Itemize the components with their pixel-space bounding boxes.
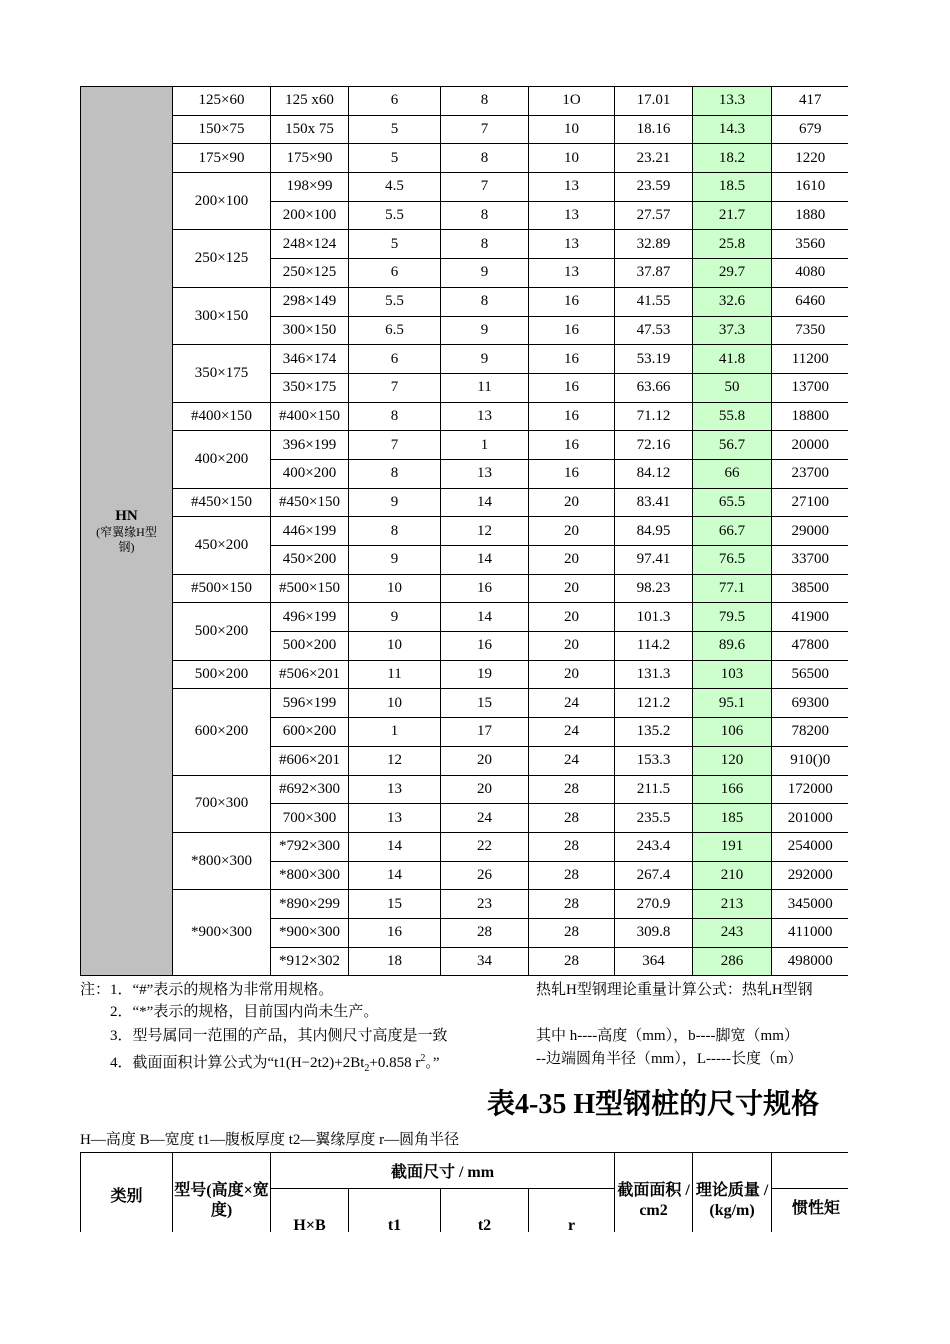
inertia-cell: 78200	[772, 718, 849, 747]
area-cell: 32.89	[615, 230, 693, 259]
area-cell: 84.95	[615, 517, 693, 546]
t2-cell: 14	[441, 603, 529, 632]
table-row	[81, 832, 849, 861]
area-cell: 27.57	[615, 201, 693, 230]
inertia-cell: 254000	[772, 832, 849, 861]
mass-cell: 18.5	[693, 173, 772, 202]
area-cell: 243.4	[615, 832, 693, 861]
hb-cell: 396×199	[271, 431, 349, 460]
t1-cell: 15	[349, 890, 441, 919]
t2-cell: 13	[441, 459, 529, 488]
t2-cell: 28	[441, 918, 529, 947]
mass-cell: 166	[693, 775, 772, 804]
t1-cell: 9	[349, 603, 441, 632]
header-hb: H×B	[271, 1189, 349, 1233]
model-cell: 250×125	[173, 230, 271, 287]
inertia-cell: 417	[772, 87, 849, 116]
r-cell: 16	[529, 402, 615, 431]
h-beam-spec-table	[80, 86, 848, 976]
mass-cell: 13.3	[693, 87, 772, 116]
inertia-cell: 292000	[772, 861, 849, 890]
note-2: 2．“*”表示的规格，目前国内尚未生产。	[110, 1004, 379, 1020]
inertia-cell: 201000	[772, 804, 849, 833]
hb-cell: 400×200	[271, 459, 349, 488]
area-cell: 235.5	[615, 804, 693, 833]
t1-cell: 13	[349, 804, 441, 833]
t2-cell: 20	[441, 775, 529, 804]
inertia-cell: 4080	[772, 259, 849, 288]
t2-cell: 13	[441, 402, 529, 431]
area-cell: 131.3	[615, 660, 693, 689]
t2-cell: 17	[441, 718, 529, 747]
t2-cell: 23	[441, 890, 529, 919]
t1-cell: 5.5	[349, 287, 441, 316]
hb-cell: 150x 75	[271, 115, 349, 144]
hb-cell: #606×201	[271, 746, 349, 775]
mass-cell: 56.7	[693, 431, 772, 460]
model-cell: 500×200	[173, 660, 271, 689]
t2-cell: 9	[441, 316, 529, 345]
inertia-cell: 1220	[772, 144, 849, 173]
area-cell: 84.12	[615, 459, 693, 488]
t2-cell: 24	[441, 804, 529, 833]
header-t2: t2	[441, 1189, 529, 1233]
table-row	[81, 115, 849, 144]
t2-cell: 8	[441, 201, 529, 230]
model-cell: 300×150	[173, 287, 271, 344]
mass-cell: 243	[693, 918, 772, 947]
t1-cell: 10	[349, 574, 441, 603]
t1-cell: 16	[349, 918, 441, 947]
area-cell: 37.87	[615, 259, 693, 288]
mass-cell: 41.8	[693, 345, 772, 374]
hb-cell: 600×200	[271, 718, 349, 747]
inertia-cell: 33700	[772, 546, 849, 575]
area-cell: 23.21	[615, 144, 693, 173]
mass-cell: 210	[693, 861, 772, 890]
t2-cell: 34	[441, 947, 529, 976]
t2-cell: 7	[441, 115, 529, 144]
hb-cell: 350×175	[271, 373, 349, 402]
weight-formula-note: 热轧H型钢理论重量计算公式：热轧H型钢	[536, 982, 813, 998]
area-cell: 17.01	[615, 87, 693, 116]
model-cell: 600×200	[173, 689, 271, 775]
mass-cell: 14.3	[693, 115, 772, 144]
note-4: 4．截面面积计算公式为“$t1(H-2t2)+2Bt_2+0.858$ $r^2$。”	[110, 1053, 440, 1072]
t1-cell: 5.5	[349, 201, 441, 230]
mass-cell: 55.8	[693, 402, 772, 431]
hb-cell: *890×299	[271, 890, 349, 919]
r-cell: 16	[529, 373, 615, 402]
t2-cell: 12	[441, 517, 529, 546]
model-cell: 150×75	[173, 115, 271, 144]
mass-cell: 79.5	[693, 603, 772, 632]
hb-cell: #400×150	[271, 402, 349, 431]
inertia-cell: 3560	[772, 230, 849, 259]
t1-cell: 11	[349, 660, 441, 689]
table-row	[81, 574, 849, 603]
symbol-legend: H—高度 B—宽度 t1—腹板厚度 t2—翼缘厚度 r—圆角半径	[80, 1132, 460, 1148]
table-row	[81, 660, 849, 689]
t1-cell: 13	[349, 775, 441, 804]
header-r: r	[529, 1189, 615, 1233]
hb-cell: 200×100	[271, 201, 349, 230]
area-cell: 23.59	[615, 173, 693, 202]
area-cell: 71.12	[615, 402, 693, 431]
inertia-cell: 13700	[772, 373, 849, 402]
header-model: 型号(高度×宽度)	[173, 1153, 271, 1233]
mass-cell: 21.7	[693, 201, 772, 230]
r-cell: 20	[529, 517, 615, 546]
t1-cell: 5	[349, 115, 441, 144]
t2-cell: 22	[441, 832, 529, 861]
notes-prefix: 注：	[80, 982, 111, 998]
spec-table-wrapper	[80, 86, 848, 976]
area-cell: 267.4	[615, 861, 693, 890]
symbol-note-2: --边端圆角半径（mm），L-----长度（m）	[536, 1051, 803, 1067]
inertia-cell: 69300	[772, 689, 849, 718]
mass-cell: 66.7	[693, 517, 772, 546]
area-cell: 63.66	[615, 373, 693, 402]
inertia-cell: 7350	[772, 316, 849, 345]
hb-cell: 248×124	[271, 230, 349, 259]
inertia-cell: 11200	[772, 345, 849, 374]
area-cell: 47.53	[615, 316, 693, 345]
area-cell: 98.23	[615, 574, 693, 603]
inertia-cell: 23700	[772, 459, 849, 488]
hb-cell: 446×199	[271, 517, 349, 546]
area-cell: 18.16	[615, 115, 693, 144]
r-cell: 24	[529, 746, 615, 775]
mass-cell: 103	[693, 660, 772, 689]
r-cell: 28	[529, 918, 615, 947]
area-cell: 309.8	[615, 918, 693, 947]
t2-cell: 11	[441, 373, 529, 402]
inertia-cell: 38500	[772, 574, 849, 603]
inertia-cell: 29000	[772, 517, 849, 546]
table-row	[81, 890, 849, 919]
t2-cell: 8	[441, 144, 529, 173]
t2-cell: 8	[441, 87, 529, 116]
table-row	[81, 287, 849, 316]
r-cell: 16	[529, 459, 615, 488]
table-row	[81, 402, 849, 431]
header-inertia: 惯性矩	[772, 1189, 848, 1233]
t1-cell: 9	[349, 488, 441, 517]
mass-cell: 95.1	[693, 689, 772, 718]
t1-cell: 7	[349, 431, 441, 460]
hb-cell: #450×150	[271, 488, 349, 517]
hb-cell: *800×300	[271, 861, 349, 890]
category-cell	[81, 87, 173, 976]
r-cell: 20	[529, 574, 615, 603]
r-cell: 13	[529, 173, 615, 202]
model-cell: #500×150	[173, 574, 271, 603]
inertia-cell: 345000	[772, 890, 849, 919]
mass-cell: 65.5	[693, 488, 772, 517]
t1-cell: 6.5	[349, 316, 441, 345]
inertia-cell: 172000	[772, 775, 849, 804]
mass-cell: 18.2	[693, 144, 772, 173]
r-cell: 16	[529, 287, 615, 316]
hb-cell: 500×200	[271, 632, 349, 661]
area-cell: 270.9	[615, 890, 693, 919]
model-cell: #450×150	[173, 488, 271, 517]
t1-cell: 14	[349, 861, 441, 890]
inertia-cell: 6460	[772, 287, 849, 316]
t2-cell: 15	[441, 689, 529, 718]
table-row	[81, 689, 849, 718]
t2-cell: 9	[441, 259, 529, 288]
t2-cell: 8	[441, 230, 529, 259]
area-cell: 135.2	[615, 718, 693, 747]
hb-cell: 198×99	[271, 173, 349, 202]
t2-cell: 1	[441, 431, 529, 460]
t1-cell: 10	[349, 689, 441, 718]
mass-cell: 120	[693, 746, 772, 775]
t1-cell: 14	[349, 832, 441, 861]
t1-cell: 8	[349, 459, 441, 488]
table-row	[81, 173, 849, 202]
area-cell: 83.41	[615, 488, 693, 517]
hb-cell: #500×150	[271, 574, 349, 603]
t1-cell: 9	[349, 546, 441, 575]
t2-cell: 26	[441, 861, 529, 890]
hb-cell: *900×300	[271, 918, 349, 947]
table-row	[81, 431, 849, 460]
t1-cell: 5	[349, 144, 441, 173]
model-cell: 400×200	[173, 431, 271, 488]
t1-cell: 4.5	[349, 173, 441, 202]
hb-cell: 298×149	[271, 287, 349, 316]
r-cell: 28	[529, 832, 615, 861]
area-cell: 41.55	[615, 287, 693, 316]
hb-cell: 346×174	[271, 345, 349, 374]
inertia-cell: 20000	[772, 431, 849, 460]
t1-cell: 8	[349, 517, 441, 546]
mass-cell: 213	[693, 890, 772, 919]
r-cell: 28	[529, 890, 615, 919]
t2-cell: 9	[441, 345, 529, 374]
hb-cell: 496×199	[271, 603, 349, 632]
mass-cell: 77.1	[693, 574, 772, 603]
t1-cell: 7	[349, 373, 441, 402]
model-cell: 175×90	[173, 144, 271, 173]
model-cell: 500×200	[173, 603, 271, 660]
area-cell: 153.3	[615, 746, 693, 775]
model-cell: #400×150	[173, 402, 271, 431]
header-inertia-group	[772, 1153, 848, 1189]
r-cell: 20	[529, 660, 615, 689]
r-cell: 10	[529, 144, 615, 173]
r-cell: 20	[529, 488, 615, 517]
model-cell: *900×300	[173, 890, 271, 976]
model-cell: 350×175	[173, 345, 271, 402]
mass-cell: 106	[693, 718, 772, 747]
model-cell: 450×200	[173, 517, 271, 574]
hb-cell: 450×200	[271, 546, 349, 575]
inertia-cell: 47800	[772, 632, 849, 661]
table-row	[81, 517, 849, 546]
note-1: 1．“#”表示的规格为非常用规格。	[110, 982, 334, 998]
t2-cell: 16	[441, 632, 529, 661]
table-row	[81, 345, 849, 374]
hb-cell: *792×300	[271, 832, 349, 861]
r-cell: 16	[529, 316, 615, 345]
hb-cell: 300×150	[271, 316, 349, 345]
r-cell: 28	[529, 804, 615, 833]
inertia-cell: 56500	[772, 660, 849, 689]
hb-cell: 175×90	[271, 144, 349, 173]
r-cell: 10	[529, 115, 615, 144]
hb-cell: 700×300	[271, 804, 349, 833]
r-cell: 20	[529, 546, 615, 575]
mass-cell: 29.7	[693, 259, 772, 288]
mass-cell: 25.8	[693, 230, 772, 259]
inertia-cell: 411000	[772, 918, 849, 947]
model-cell: 700×300	[173, 775, 271, 832]
t2-cell: 14	[441, 488, 529, 517]
hb-cell: 596×199	[271, 689, 349, 718]
table-row	[81, 87, 849, 116]
symbol-note-1: 其中 h----高度（mm），b----脚宽（mm）	[536, 1028, 799, 1044]
inertia-cell: 1610	[772, 173, 849, 202]
r-cell: 24	[529, 689, 615, 718]
mass-cell: 32.6	[693, 287, 772, 316]
category-desc: (窄翼缘H型钢)	[96, 524, 157, 554]
area-cell: 121.2	[615, 689, 693, 718]
table-4-35-header	[80, 1152, 848, 1232]
inertia-cell: 910()0	[772, 746, 849, 775]
area-cell: 97.41	[615, 546, 693, 575]
mass-cell: 66	[693, 459, 772, 488]
area-cell: 72.16	[615, 431, 693, 460]
t2-cell: 19	[441, 660, 529, 689]
r-cell: 13	[529, 230, 615, 259]
header-area: 截面面积 / cm2	[615, 1153, 693, 1233]
table-row	[81, 230, 849, 259]
t1-cell: 10	[349, 632, 441, 661]
mass-cell: 191	[693, 832, 772, 861]
t2-cell: 14	[441, 546, 529, 575]
r-cell: 20	[529, 632, 615, 661]
model-cell: 125×60	[173, 87, 271, 116]
t2-cell: 20	[441, 746, 529, 775]
inertia-cell: 1880	[772, 201, 849, 230]
header-category: 类别	[81, 1153, 173, 1233]
mass-cell: 185	[693, 804, 772, 833]
inertia-cell: 27100	[772, 488, 849, 517]
t2-cell: 7	[441, 173, 529, 202]
r-cell: 28	[529, 947, 615, 976]
inertia-cell: 679	[772, 115, 849, 144]
header-t1: t1	[349, 1189, 441, 1233]
hb-cell: #506×201	[271, 660, 349, 689]
inertia-cell: 498000	[772, 947, 849, 976]
r-cell: 13	[529, 201, 615, 230]
hb-cell: 250×125	[271, 259, 349, 288]
r-cell: 20	[529, 603, 615, 632]
t1-cell: 6	[349, 345, 441, 374]
hb-cell: *912×302	[271, 947, 349, 976]
t2-cell: 8	[441, 287, 529, 316]
hb-cell: #692×300	[271, 775, 349, 804]
t2-cell: 16	[441, 574, 529, 603]
mass-cell: 286	[693, 947, 772, 976]
table-4-35-title: 表4-35 H型钢桩的尺寸规格	[487, 1089, 820, 1120]
r-cell: 1O	[529, 87, 615, 116]
area-cell: 114.2	[615, 632, 693, 661]
header-section-dims: 截面尺寸 / mm	[271, 1153, 615, 1189]
t1-cell: 12	[349, 746, 441, 775]
r-cell: 28	[529, 775, 615, 804]
mass-cell: 76.5	[693, 546, 772, 575]
r-cell: 16	[529, 431, 615, 460]
mass-cell: 89.6	[693, 632, 772, 661]
model-cell: *800×300	[173, 832, 271, 889]
r-cell: 28	[529, 861, 615, 890]
header-mass: 理论质量 / (kg/m)	[693, 1153, 772, 1233]
t1-cell: 6	[349, 87, 441, 116]
model-cell: 200×100	[173, 173, 271, 230]
category-code: HN	[115, 507, 138, 524]
r-cell: 16	[529, 345, 615, 374]
table-row	[81, 603, 849, 632]
t1-cell: 18	[349, 947, 441, 976]
hb-cell: 125 x60	[271, 87, 349, 116]
mass-cell: 50	[693, 373, 772, 402]
table-notes	[80, 980, 850, 1072]
inertia-cell: 18800	[772, 402, 849, 431]
t1-cell: 6	[349, 259, 441, 288]
table-row	[81, 488, 849, 517]
area-cell: 53.19	[615, 345, 693, 374]
table-row	[81, 144, 849, 173]
t1-cell: 1	[349, 718, 441, 747]
area-cell: 101.3	[615, 603, 693, 632]
area-cell: 364	[615, 947, 693, 976]
t1-cell: 8	[349, 402, 441, 431]
r-cell: 24	[529, 718, 615, 747]
mass-cell: 37.3	[693, 316, 772, 345]
t1-cell: 5	[349, 230, 441, 259]
note-3: 3．型号属同一范围的产品，其内侧尺寸高度是一致	[110, 1028, 448, 1044]
inertia-cell: 41900	[772, 603, 849, 632]
r-cell: 13	[529, 259, 615, 288]
table-row	[81, 775, 849, 804]
area-cell: 211.5	[615, 775, 693, 804]
